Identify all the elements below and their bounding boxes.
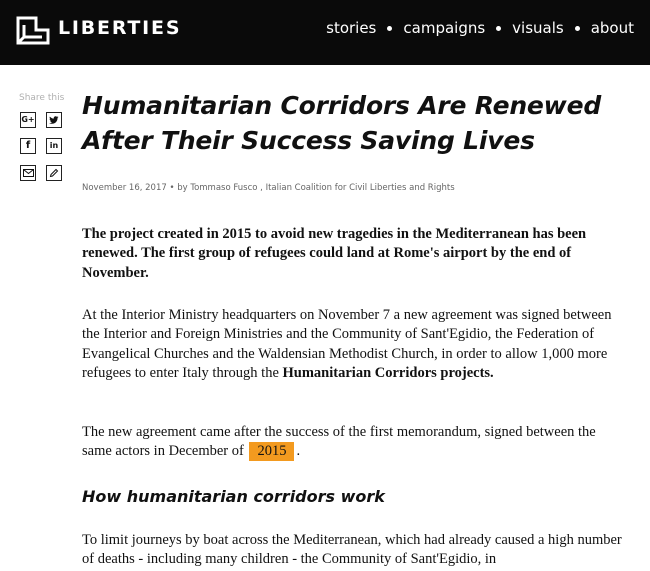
facebook-icon: f (25, 140, 31, 151)
facebook-share-button[interactable] (20, 138, 36, 154)
article-paragraph (82, 423, 622, 462)
twitter-icon (49, 116, 59, 125)
article-paragraph (82, 306, 622, 383)
copy-link-button[interactable] (46, 165, 62, 181)
nav-separator (575, 26, 580, 31)
article-meta: November 16, 2017 • by Tommaso Fusco , Italian Coalition for Civil Liberties and Rights (82, 183, 455, 193)
brand-wordmark[interactable]: LIBERTIES (58, 17, 182, 39)
nav-separator (496, 26, 501, 31)
linkedin-share-button[interactable] (46, 138, 62, 154)
email-share-button[interactable] (20, 165, 36, 181)
top-navigation-bar (0, 0, 650, 65)
paragraph-text: At the Interior Ministry headquarters on November 7 a new agreement was signed between the Interior and Foreign Ministries and the Community of Sant'Egidio, the Federation of Evangelical Churches and the Waldensian Methodist Church, in order to allow 1,000 more refugees to enter Italy through the (82, 307, 612, 381)
paragraph-text: . (296, 443, 301, 460)
article-title: Humanitarian Corridors Are Renewed After Their Success Saving Lives (82, 91, 602, 155)
article-paragraph: To limit journeys by boat across the Mediterranean, which had already caused a high number of deaths - including many children - the Community of Sant'Egidio, in (82, 532, 622, 568)
nav-visuals[interactable]: visuals (512, 19, 564, 37)
humanitarian-corridors-link[interactable]: Humanitarian Corridors projects. (282, 364, 494, 381)
nav-stories[interactable]: stories (326, 19, 377, 37)
linkedin-icon: in (49, 141, 59, 150)
nav-separator (387, 26, 392, 31)
nav-campaigns[interactable]: campaigns (403, 19, 486, 37)
highlighted-year-link[interactable]: 2015 (249, 442, 294, 461)
nav-about[interactable]: about (590, 19, 634, 37)
google-plus-icon: G+ (21, 115, 35, 124)
twitter-share-button[interactable] (46, 112, 62, 128)
section-heading: How humanitarian corridors work (82, 487, 385, 506)
main-nav (326, 19, 634, 37)
envelope-icon (23, 169, 34, 177)
share-label: Share this (19, 93, 65, 103)
article-lead: The project created in 2015 to avoid new tragedies in the Mediterranean has been renewed. The first group of refugees could land at Rome's airport by the end of November. (82, 226, 587, 281)
paragraph-text: The new agreement came after the success of the first memorandum, signed between the same actors in December of (82, 424, 596, 460)
liberties-logo-icon[interactable] (14, 15, 54, 47)
google-plus-share-button[interactable] (20, 112, 36, 128)
pencil-icon (49, 168, 59, 178)
